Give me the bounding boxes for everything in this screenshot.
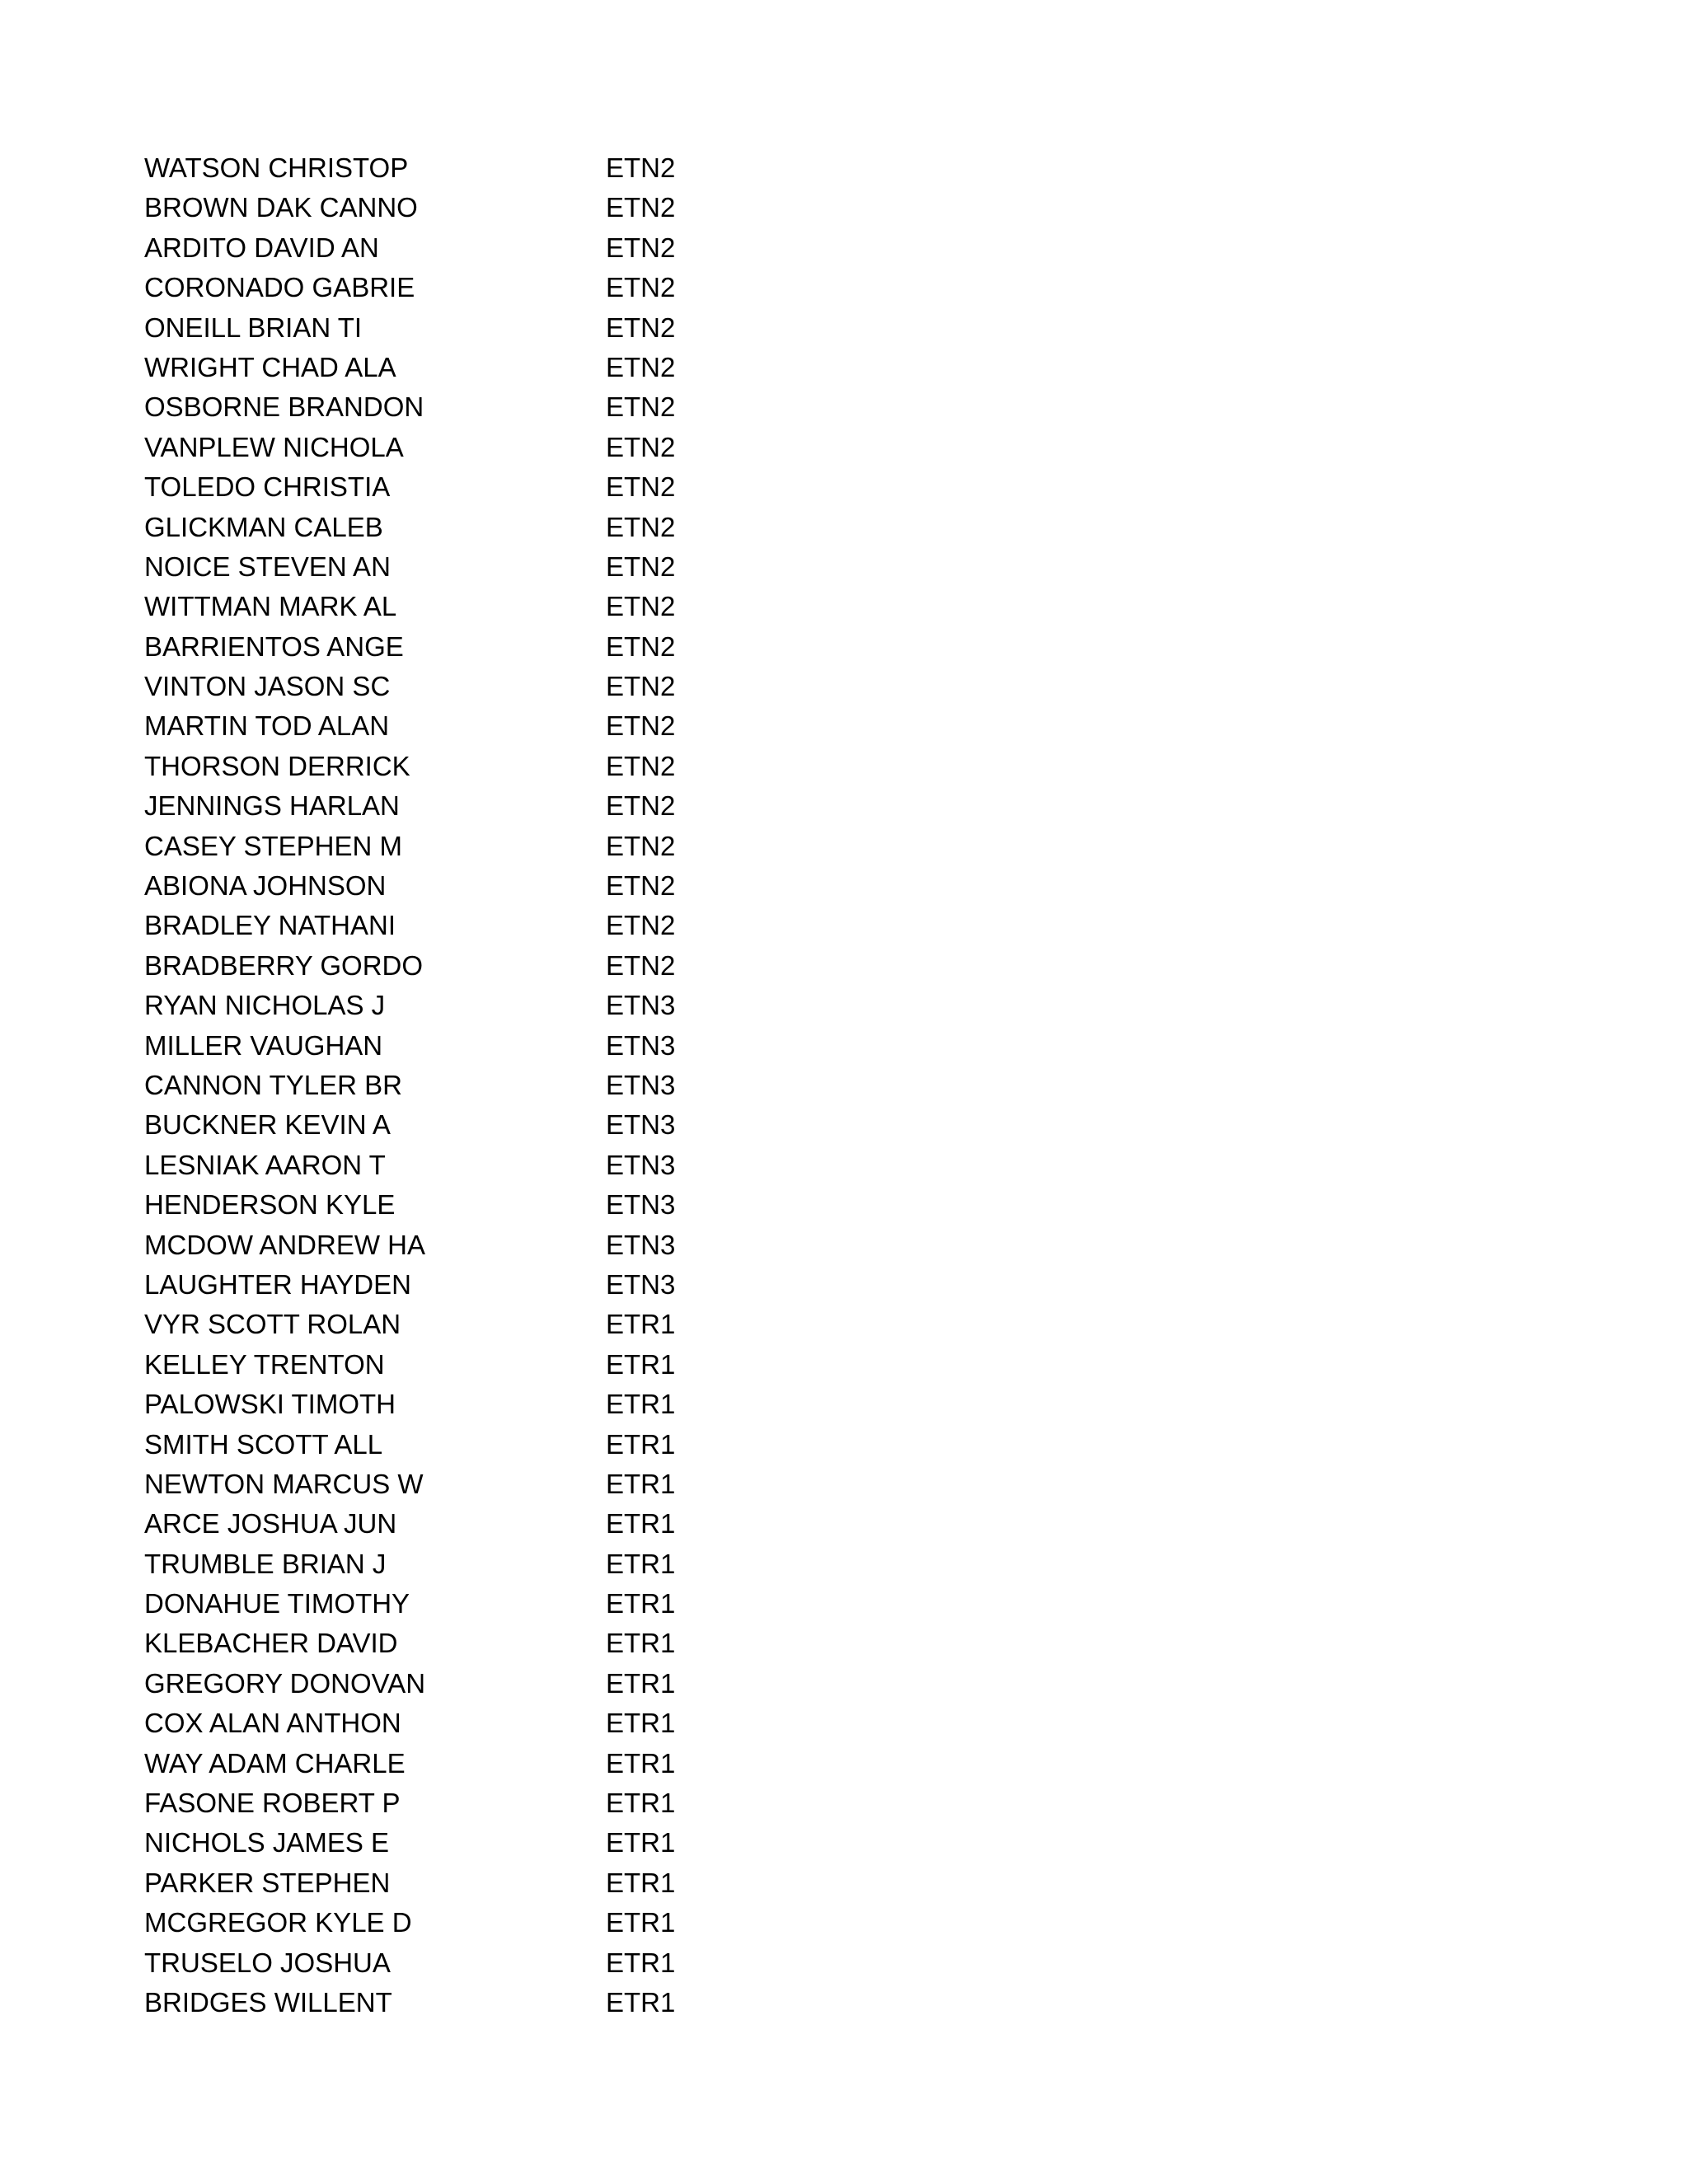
table-row <box>144 1026 886 1066</box>
name-cell: BRADLEY NATHANI <box>144 910 396 941</box>
table-row <box>144 1584 886 1624</box>
name-cell: VINTON JASON SC <box>144 671 391 702</box>
table-row <box>144 1425 886 1465</box>
name-cell: LESNIAK AARON T <box>144 1149 386 1180</box>
table-row <box>144 228 886 268</box>
table-row <box>144 1385 886 1424</box>
rate-cell: ETR1 <box>606 1468 676 1499</box>
rate-cell: ETN2 <box>606 551 676 582</box>
table-row <box>144 627 886 667</box>
name-cell: JENNINGS HARLAN <box>144 790 400 822</box>
name-cell: CASEY STEPHEN M <box>144 830 402 861</box>
table-row <box>144 508 886 547</box>
rate-cell: ETN2 <box>606 790 676 822</box>
name-cell: LAUGHTER HAYDEN <box>144 1268 411 1300</box>
table-row <box>144 428 886 467</box>
rate-cell: ETR1 <box>606 1986 676 2018</box>
name-cell: CANNON TYLER BR <box>144 1069 402 1100</box>
rate-cell: ETR1 <box>606 1788 676 1819</box>
rate-cell: ETN2 <box>606 351 676 382</box>
table-row <box>144 866 886 906</box>
rate-cell: ETN3 <box>606 1149 676 1180</box>
name-cell: BRADBERRY GORDO <box>144 949 424 981</box>
table-row <box>144 1544 886 1584</box>
rate-cell: ETN3 <box>606 1029 676 1061</box>
table-row <box>144 1863 886 1903</box>
rate-cell: ETR1 <box>606 1548 676 1579</box>
rate-cell: ETN3 <box>606 1069 676 1100</box>
table-row <box>144 1823 886 1863</box>
rate-cell: ETR1 <box>606 1588 676 1619</box>
rate-cell: ETR1 <box>606 1628 676 1659</box>
table-row <box>144 1943 886 1983</box>
rate-cell: ETN2 <box>606 391 676 423</box>
rate-cell: ETN2 <box>606 630 676 662</box>
rate-cell: ETN2 <box>606 591 676 622</box>
name-cell: VYR SCOTT ROLAN <box>144 1309 401 1340</box>
table-row <box>144 706 886 746</box>
table-row <box>144 268 886 307</box>
name-cell: WITTMAN MARK AL <box>144 591 397 622</box>
name-cell: GREGORY DONOVAN <box>144 1667 426 1699</box>
table-row <box>144 946 886 986</box>
name-cell: CORONADO GABRIE <box>144 272 415 303</box>
name-cell: COX ALAN ANTHON <box>144 1708 401 1739</box>
table-row <box>144 1624 886 1663</box>
name-cell: TRUMBLE BRIAN J <box>144 1548 387 1579</box>
name-cell: DONAHUE TIMOTHY <box>144 1588 410 1619</box>
rate-cell: ETN2 <box>606 910 676 941</box>
rate-cell: ETN2 <box>606 312 676 343</box>
name-cell: SMITH SCOTT ALL <box>144 1428 383 1460</box>
rate-cell: ETN3 <box>606 1189 676 1221</box>
rate-cell: ETN2 <box>606 750 676 781</box>
name-cell: FASONE ROBERT P <box>144 1788 401 1819</box>
table-row <box>144 1783 886 1823</box>
name-cell: THORSON DERRICK <box>144 750 410 781</box>
table-row <box>144 1465 886 1504</box>
table-row <box>144 1146 886 1185</box>
name-cell: MILLER VAUGHAN <box>144 1029 383 1061</box>
name-cell: TRUSELO JOSHUA <box>144 1947 391 1978</box>
name-cell: KLEBACHER DAVID <box>144 1628 398 1659</box>
name-cell: MARTIN TOD ALAN <box>144 710 390 742</box>
rate-cell: ETN2 <box>606 152 676 183</box>
table-row <box>144 1504 886 1544</box>
name-cell: WAY ADAM CHARLE <box>144 1747 406 1779</box>
table-row <box>144 827 886 866</box>
table-row <box>144 587 886 626</box>
name-cell: MCDOW ANDREW HA <box>144 1229 425 1260</box>
name-cell: PARKER STEPHEN <box>144 1867 391 1898</box>
name-cell: ARCE JOSHUA JUN <box>144 1508 397 1540</box>
name-cell: GLICKMAN CALEB <box>144 511 383 542</box>
rate-cell: ETR1 <box>606 1508 676 1540</box>
name-cell: TOLEDO CHRISTIA <box>144 471 391 503</box>
name-cell: MCGREGOR KYLE D <box>144 1907 412 1938</box>
table-row <box>144 906 886 945</box>
rate-cell: ETN2 <box>606 949 676 981</box>
table-row <box>144 1983 886 2022</box>
rate-cell: ETN3 <box>606 1268 676 1300</box>
rate-cell: ETN2 <box>606 232 676 263</box>
name-cell: VANPLEW NICHOLA <box>144 431 404 462</box>
name-cell: NICHOLS JAMES E <box>144 1827 390 1858</box>
rate-cell: ETN2 <box>606 471 676 503</box>
rate-cell: ETN2 <box>606 511 676 542</box>
name-cell: NOICE STEVEN AN <box>144 551 391 582</box>
name-cell: RYAN NICHOLAS J <box>144 990 386 1021</box>
rate-cell: ETR1 <box>606 1309 676 1340</box>
table-row <box>144 547 886 587</box>
name-cell: BRIDGES WILLENT <box>144 1986 392 2018</box>
table-row <box>144 308 886 348</box>
name-cell: WRIGHT CHAD ALA <box>144 351 396 382</box>
name-cell: PALOWSKI TIMOTH <box>144 1389 396 1420</box>
table-row <box>144 467 886 507</box>
table-row <box>144 1744 886 1783</box>
rate-cell: ETR1 <box>606 1348 676 1380</box>
rate-cell: ETN2 <box>606 671 676 702</box>
name-cell: KELLEY TRENTON <box>144 1348 385 1380</box>
name-cell: HENDERSON KYLE <box>144 1189 396 1221</box>
rate-cell: ETR1 <box>606 1667 676 1699</box>
rate-cell: ETN2 <box>606 272 676 303</box>
table-row <box>144 747 886 786</box>
rate-cell: ETR1 <box>606 1907 676 1938</box>
table-row <box>144 1265 886 1305</box>
name-cell: OSBORNE BRANDON <box>144 391 424 423</box>
table-row <box>144 188 886 227</box>
roster-table <box>144 148 886 2022</box>
rate-cell: ETR1 <box>606 1389 676 1420</box>
rate-cell: ETR1 <box>606 1708 676 1739</box>
rate-cell: ETN3 <box>606 990 676 1021</box>
name-cell: ONEILL BRIAN TI <box>144 312 363 343</box>
rate-cell: ETR1 <box>606 1827 676 1858</box>
rate-cell: ETN2 <box>606 431 676 462</box>
table-row <box>144 1345 886 1385</box>
name-cell: BUCKNER KEVIN A <box>144 1109 391 1141</box>
name-cell: BARRIENTOS ANGE <box>144 630 404 662</box>
name-cell: ARDITO DAVID AN <box>144 232 379 263</box>
table-row <box>144 148 886 188</box>
table-row <box>144 667 886 706</box>
name-cell: ABIONA JOHNSON <box>144 870 387 902</box>
rate-cell: ETN2 <box>606 870 676 902</box>
table-row <box>144 387 886 427</box>
rate-cell: ETN3 <box>606 1109 676 1141</box>
table-row <box>144 1305 886 1344</box>
table-row <box>144 1664 886 1704</box>
rate-cell: ETR1 <box>606 1947 676 1978</box>
rate-cell: ETN2 <box>606 192 676 223</box>
name-cell: WATSON CHRISTOP <box>144 152 409 183</box>
table-row <box>144 1066 886 1105</box>
rate-cell: ETR1 <box>606 1428 676 1460</box>
name-cell: BROWN DAK CANNO <box>144 192 418 223</box>
table-row <box>144 1704 886 1743</box>
table-row <box>144 786 886 826</box>
rate-cell: ETN3 <box>606 1229 676 1260</box>
name-cell: NEWTON MARCUS W <box>144 1468 424 1499</box>
rate-cell: ETR1 <box>606 1867 676 1898</box>
table-row <box>144 348 886 387</box>
rate-cell: ETN2 <box>606 710 676 742</box>
table-row <box>144 1226 886 1265</box>
table-row <box>144 1185 886 1225</box>
table-row <box>144 986 886 1025</box>
rate-cell: ETN2 <box>606 830 676 861</box>
rate-cell: ETR1 <box>606 1747 676 1779</box>
table-row <box>144 1105 886 1145</box>
table-row <box>144 1903 886 1943</box>
